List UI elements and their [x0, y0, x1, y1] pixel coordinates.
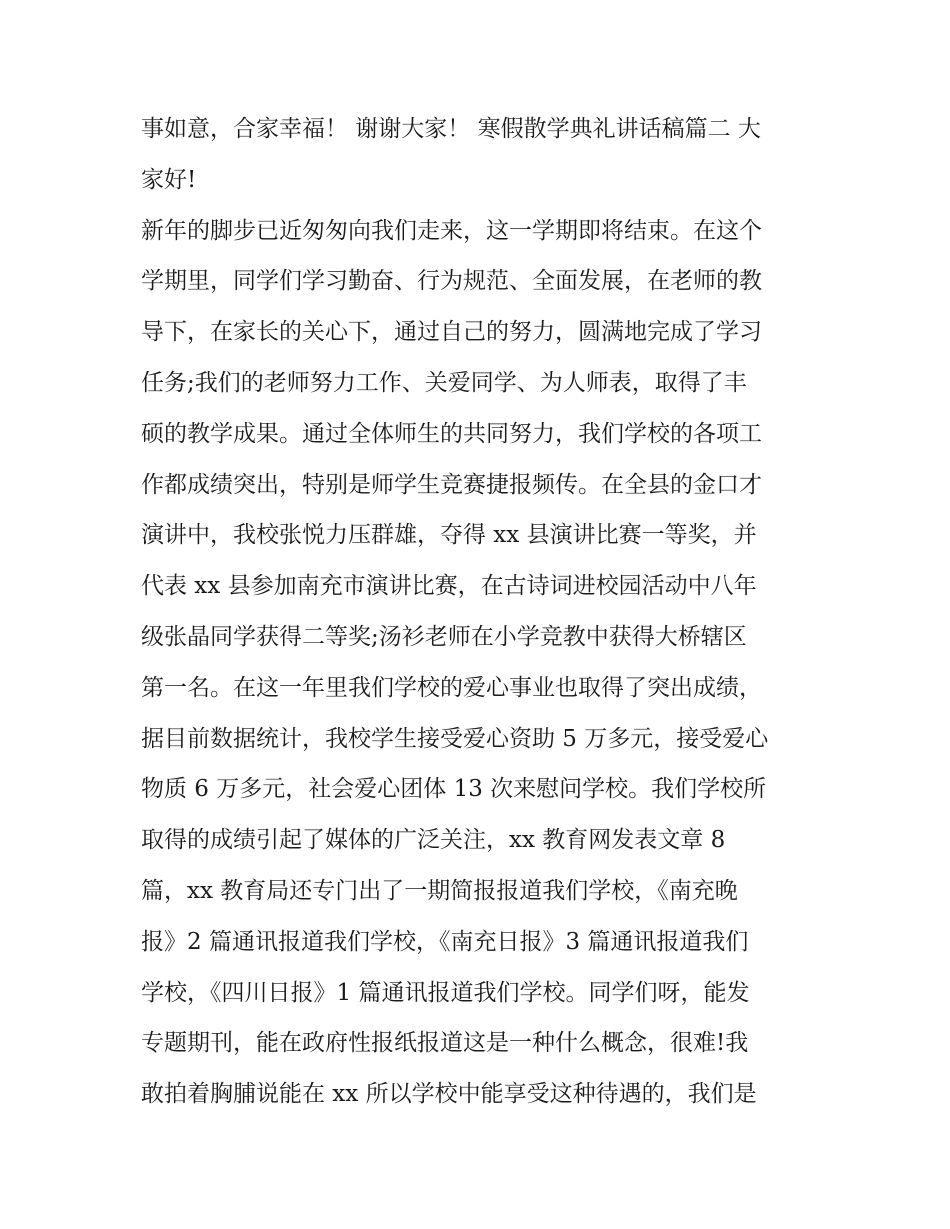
- text-line: 导下，在家长的关心下，通过自己的努力，圆满地完成了学习: [141, 319, 762, 346]
- text-line: 新年的脚步已近匆匆向我们走来，这一学期即将结束。在这个: [141, 217, 762, 244]
- text-line: 取得的成绩引起了媒体的广泛关注，xx 教育网发表文章 8: [141, 827, 726, 854]
- text-line: 级张晶同学获得二等奖;汤衫老师在小学竞教中获得大桥辖区: [141, 623, 747, 650]
- text-line: 硕的教学成果。通过全体师生的共同努力，我们学校的各项工: [141, 420, 762, 447]
- text-line: 事如意，合家幸福！ 谢谢大家！ 寒假散学典礼讲话稿篇二 大: [141, 116, 761, 142]
- text-line: 敢拍着胸脯说能在 xx 所以学校中能享受这种待遇的，我们是: [141, 1081, 757, 1108]
- text-line: 据目前数据统计，我校学生接受爱心资助 5 万多元，接受爱心: [141, 725, 769, 752]
- text-line: 学期里，同学们学习勤奋、行为规范、全面发展，在老师的教: [141, 268, 762, 295]
- text-line: 任务;我们的老师努力工作、关爱同学、为人师表，取得了丰: [141, 369, 747, 396]
- text-line: 第一名。在这一年里我们学校的爱心事业也取得了突出成绩，: [141, 674, 762, 701]
- text-line: 学校，《四川日报》1 篇通讯报道我们学校。同学们呀，能发: [141, 979, 750, 1006]
- text-line: 家好!: [141, 166, 197, 193]
- text-line: 演讲中，我校张悦力压群雄，夺得 xx 县演讲比赛一等奖，并: [141, 522, 757, 549]
- body-text: [141, 104, 821, 1120]
- text-line: 代表 xx 县参加南充市演讲比赛，在古诗词进校园活动中八年: [141, 573, 757, 600]
- text-line: 报》2 篇通讯报道我们学校，《南充日报》3 篇通讯报道我们: [141, 928, 749, 955]
- text-line: 篇，xx 教育局还专门出了一期简报报道我们学校，《南充晚: [141, 877, 738, 904]
- text-line: 专题期刊，能在政府性报纸报道这是一种什么概念，很难!我: [141, 1030, 749, 1057]
- text-line: 作都成绩突出，特别是师学生竞赛捷报频传。在全县的金口才: [141, 471, 762, 498]
- text-line: 物质 6 万多元，社会爱心团体 13 次来慰问学校。我们学校所: [141, 776, 767, 803]
